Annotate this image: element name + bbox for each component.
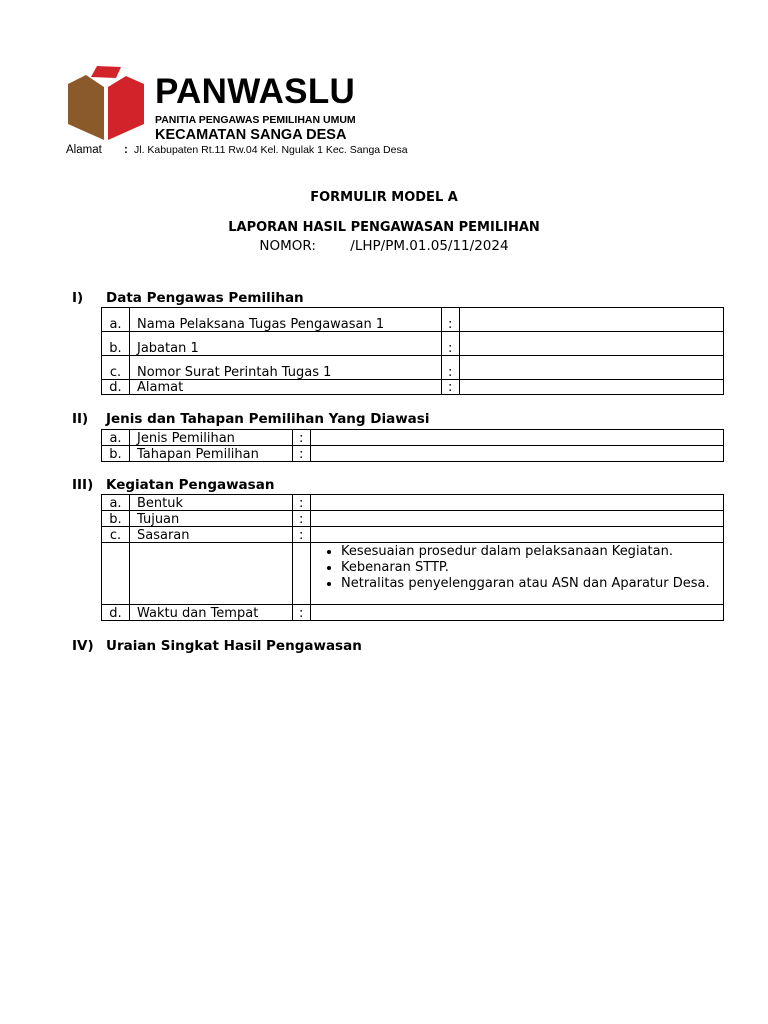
row-label: Tujuan	[130, 511, 293, 527]
number-label: NOMOR:	[259, 238, 316, 254]
row-letter: d.	[102, 380, 130, 395]
brand-name: PANWASLU	[155, 72, 356, 111]
section-4-title: Uraian Singkat Hasil Pengawasan	[106, 638, 362, 654]
section-2-title: Jenis dan Tahapan Pemilihan Yang Diawasi	[106, 411, 430, 427]
row-label: Jenis Pemilihan	[130, 430, 293, 446]
panwaslu-logo	[64, 66, 146, 140]
row-letter: b.	[102, 446, 130, 462]
waktu-tempat-field[interactable]	[311, 605, 724, 621]
row-letter: c.	[102, 356, 130, 380]
section-1-title: Data Pengawas Pemilihan	[106, 290, 304, 306]
row-label: Jabatan 1	[130, 332, 442, 356]
logo-red-right	[108, 76, 144, 140]
section-1-table	[101, 307, 724, 395]
row-label: Waktu dan Tempat	[130, 605, 293, 621]
section-3-table	[101, 494, 724, 621]
table-row	[102, 605, 724, 621]
section-4-number: IV)	[72, 638, 94, 654]
row-label: Nomor Surat Perintah Tugas 1	[130, 356, 442, 380]
row-colon: :	[293, 446, 311, 462]
blank-cell	[293, 543, 311, 605]
row-letter: a.	[102, 495, 130, 511]
row-colon: :	[442, 356, 460, 380]
table-row	[102, 430, 724, 446]
brand-subtitle: PANITIA PENGAWAS PEMILIHAN UMUM	[155, 114, 356, 126]
table-row	[102, 356, 724, 380]
address-line	[66, 143, 408, 157]
section-3-number: III)	[72, 477, 94, 493]
section-2-table	[101, 429, 724, 462]
section-1-number: I)	[72, 290, 84, 306]
section-1-heading	[72, 290, 304, 306]
address-label: Alamat	[66, 144, 102, 156]
sasaran-field[interactable]	[311, 527, 724, 543]
row-colon: :	[293, 527, 311, 543]
row-label: Nama Pelaksana Tugas Pengawasan 1	[130, 308, 442, 332]
nama-pelaksana-field[interactable]	[460, 308, 724, 332]
section-3-title: Kegiatan Pengawasan	[106, 477, 275, 493]
report-title: LAPORAN HASIL PENGAWASAN PEMILIHAN	[228, 220, 540, 235]
section-2-number: II)	[72, 411, 89, 427]
list-item: • Netralitas penyelenggaran atau ASN dan Aparatur Desa.	[341, 576, 723, 592]
list-item: • Kesesuaian prosedur dalam pelaksanaan Kegiatan.	[341, 544, 723, 560]
row-label: Alamat	[130, 380, 442, 395]
row-letter: b.	[102, 511, 130, 527]
form-title: FORMULIR MODEL A	[310, 190, 458, 205]
row-colon: :	[442, 308, 460, 332]
table-row	[102, 527, 724, 543]
section-4-heading	[72, 638, 362, 654]
table-row	[102, 308, 724, 332]
address-value: Jl. Kabupaten Rt.11 Rw.04 Kel. Ngulak 1 Kec. Sanga Desa	[134, 144, 408, 156]
blank-cell	[130, 543, 293, 605]
row-colon: :	[442, 380, 460, 395]
table-row	[102, 446, 724, 462]
row-letter: a.	[102, 308, 130, 332]
alamat-field[interactable]	[460, 380, 724, 395]
address-colon: :	[124, 144, 128, 156]
jenis-pemilihan-field[interactable]	[311, 430, 724, 446]
table-row	[102, 380, 724, 395]
table-row	[102, 332, 724, 356]
bentuk-field[interactable]	[311, 495, 724, 511]
row-letter: d.	[102, 605, 130, 621]
logo-red-top	[91, 66, 121, 78]
row-colon: :	[442, 332, 460, 356]
sasaran-points-cell	[311, 543, 724, 605]
table-row	[102, 511, 724, 527]
number-value: /LHP/PM.01.05/11/2024	[350, 238, 509, 254]
table-row	[102, 543, 724, 605]
row-colon: :	[293, 430, 311, 446]
section-3-heading	[72, 477, 274, 493]
row-label: Bentuk	[130, 495, 293, 511]
table-row	[102, 495, 724, 511]
jabatan-field[interactable]	[460, 332, 724, 356]
brand-kecamatan: KECAMATAN SANGA DESA	[155, 127, 347, 143]
row-letter: c.	[102, 527, 130, 543]
sasaran-points-list	[311, 544, 723, 592]
report-number	[0, 238, 768, 254]
row-colon: :	[293, 495, 311, 511]
row-letter: b.	[102, 332, 130, 356]
section-2-heading	[72, 411, 429, 427]
nomor-surat-field[interactable]	[460, 356, 724, 380]
row-letter: a.	[102, 430, 130, 446]
tujuan-field[interactable]	[311, 511, 724, 527]
row-colon: :	[293, 511, 311, 527]
row-label: Sasaran	[130, 527, 293, 543]
row-label: Tahapan Pemilihan	[130, 446, 293, 462]
blank-cell	[102, 543, 130, 605]
tahapan-pemilihan-field[interactable]	[311, 446, 724, 462]
list-item: • Kebenaran STTP.	[341, 560, 723, 576]
row-colon: :	[293, 605, 311, 621]
